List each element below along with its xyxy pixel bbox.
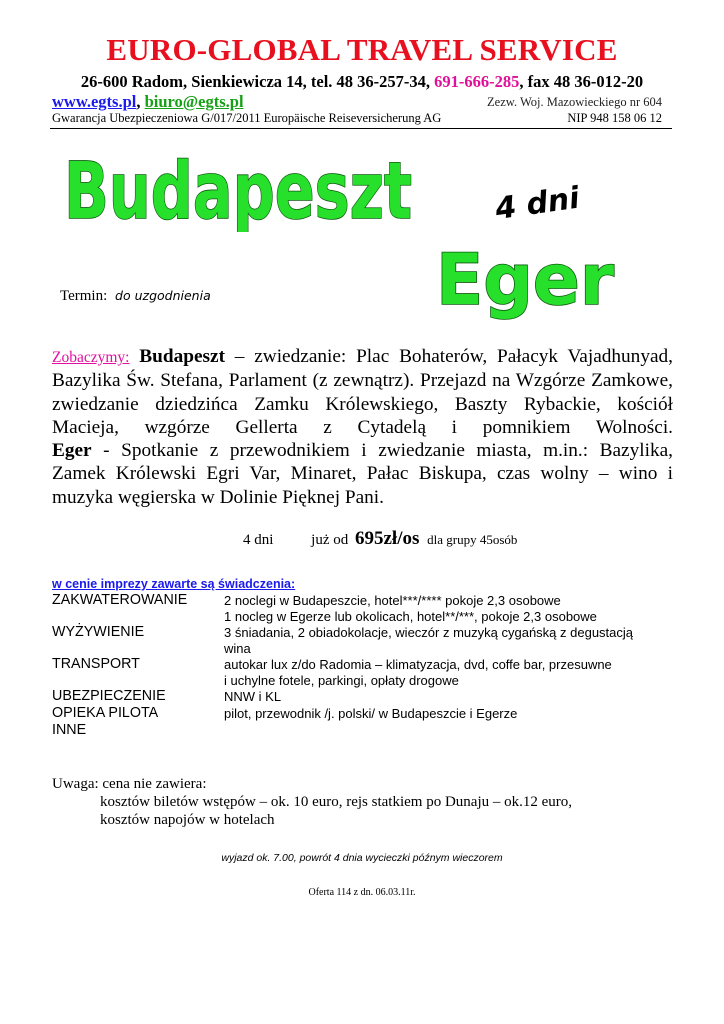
hero-budapeszt <box>60 148 420 237</box>
program-line: Bazylika Św. Stefana, Parlament (z zewnątrz). Przejazd na Wzgórze Zamkowe, <box>52 370 673 392</box>
included-label: UBEZPIECZENIE <box>52 688 166 704</box>
included-label: OPIEKA PILOTA <box>52 705 159 721</box>
price-from: już od <box>311 532 349 548</box>
included-value: autokar lux z/do Radomia – klimatyzacja, dvd, coffe bar, przesuwne i uchylne fotele, parkingi, opłaty drogowe <box>224 657 612 689</box>
program-line: Zobaczymy: Budapeszt – zwiedzanie: Plac Bohaterów, Pałacyk Vajadhunyad, <box>52 346 673 367</box>
price-days: 4 dni <box>243 532 274 548</box>
program-description <box>52 345 673 509</box>
website-link[interactable]: www.egts.pl <box>52 92 137 111</box>
program-line: Eger - Spotkanie z przewodnikiem i zwiedzanie miasta, m.in.: Bazylika, <box>52 440 673 462</box>
header-divider <box>50 128 672 129</box>
offer-number: Oferta 114 z dn. 06.03.11r. <box>308 887 416 898</box>
included-value: 3 śniadania, 2 obiadokolacje, wieczór z muzyką cygańską z degustacją wina <box>224 625 634 657</box>
included-value: 2 noclegi w Budapeszcie, hotel***/**** pokoje 2,3 osobowe 1 nocleg w Egerze lub okolicach, hotel**/***, pokoje 2,3 osobowe <box>224 593 597 625</box>
program-city1: Budapeszt <box>139 346 225 367</box>
included-heading: w cenie imprezy zawarte są świadczenia: <box>52 577 296 591</box>
price-line <box>243 528 517 550</box>
program-city2: Eger <box>52 440 92 462</box>
included-value: NNW i KL <box>224 689 282 704</box>
trip-duration: 4 dni <box>493 180 582 227</box>
term-label: Termin: <box>60 288 108 304</box>
included-label: WYŻYWIENIE <box>52 624 145 640</box>
included-value: pilot, przewodnik /j. polski/ w Budapeszcie i Egerze <box>224 706 518 721</box>
price-group: dla grupy 45osób <box>427 532 518 547</box>
exclusion-item: kosztów biletów wstępów – ok. 10 euro, rejs statkiem po Dunaju – ok.12 euro, <box>100 794 573 810</box>
tax-id: NIP 948 158 06 12 <box>567 111 662 125</box>
program-line: muzyka węgierska w Dolinie Pięknej Pani. <box>52 486 384 508</box>
program-line: Macieja, wzgórze Gellerta z Cytadelą i pomnikiem Wolności. <box>52 416 673 438</box>
registry-number: Zezw. Woj. Mazowieckiego nr 604 <box>487 95 662 109</box>
departure-info: wyjazd ok. 7.00, powrót 4 dnia wycieczki późnym wieczorem <box>221 852 503 864</box>
exclusions-title: Uwaga: cena nie zawiera: <box>52 776 207 792</box>
program-line: zwiedzanie dziedzińca Zamku Królewskiego, Baszty Rybackie, kościół <box>52 393 673 415</box>
address-text: 26-600 Radom, Sienkiewicza 14, tel. 48 36-257-34, <box>80 72 431 91</box>
mobile-number: 691-666-285 <box>434 72 520 91</box>
fax-number: , fax 48 36-012-20 <box>519 72 644 91</box>
term-value: do uzgodnienia <box>115 288 211 303</box>
included-label: INNE <box>52 722 87 738</box>
included-label: ZAKWATEROWANIE <box>52 592 188 608</box>
exclusion-item: kosztów napojów w hotelach <box>100 812 275 828</box>
company-address <box>0 72 724 92</box>
hero-eger <box>432 248 622 325</box>
email-link[interactable]: biuro@egts.pl <box>144 92 244 111</box>
contact-links: www.egts.pl, biuro@egts.pl <box>52 92 244 111</box>
insurance-guarantee: Gwarancja Ubezpieczeniowa G/017/2011 Europäische Reiseversicherung AG <box>52 111 442 125</box>
program-line: Zamek Królewski Egri Var, Minaret, Pałac Biskupa, czas wolny – wino i <box>52 463 673 485</box>
hero-eger-text: Eger <box>436 248 615 320</box>
program-label: Zobaczymy: <box>52 349 130 366</box>
included-label: TRANSPORT <box>52 656 140 672</box>
hero-budapeszt-text: Budapeszt <box>64 148 412 232</box>
price-amount: 695zł/os <box>355 528 420 549</box>
term <box>60 288 211 305</box>
price-exclusions <box>52 775 572 829</box>
company-name: EURO-GLOBAL TRAVEL SERVICE <box>106 32 618 67</box>
